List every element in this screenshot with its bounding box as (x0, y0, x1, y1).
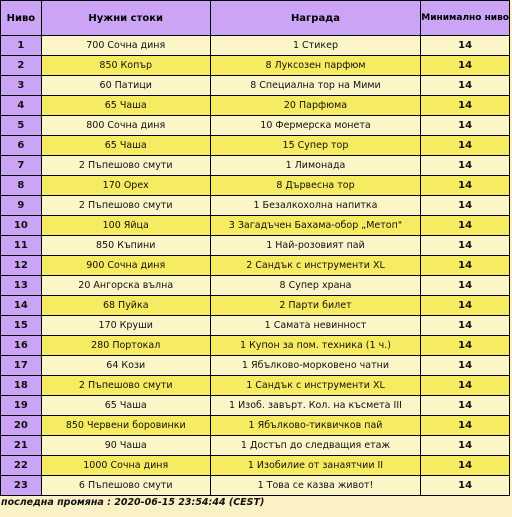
min-level-cell: 14 (421, 56, 509, 76)
min-level-cell: 14 (421, 356, 509, 376)
table-row (1, 76, 509, 96)
reward-cell: 1 Това се казва живот! (211, 476, 422, 495)
goods-cell: 6 Пъпешово смути (42, 476, 211, 495)
table-row (1, 116, 509, 136)
goods-cell: 800 Сочна диня (42, 116, 211, 136)
goods-cell: 68 Пуйка (42, 296, 211, 316)
goods-cell: 2 Пъпешово смути (42, 376, 211, 396)
min-level-cell: 14 (421, 96, 509, 116)
table-row (1, 396, 509, 416)
level-cell: 4 (1, 96, 42, 116)
table-header-row (1, 1, 509, 36)
table-row (1, 176, 509, 196)
reward-cell: 1 Лимонада (211, 156, 422, 176)
header-level: Ниво (1, 1, 42, 36)
level-cell: 8 (1, 176, 42, 196)
table-row (1, 196, 509, 216)
reward-cell: 1 Достъп до следващия етаж (211, 436, 422, 456)
min-level-cell: 14 (421, 416, 509, 436)
level-cell: 16 (1, 336, 42, 356)
reward-cell: 15 Супер тор (211, 136, 422, 156)
table-row (1, 36, 509, 56)
table-row (1, 96, 509, 116)
level-cell: 21 (1, 436, 42, 456)
reward-cell: 1 Безалкохолна напитка (211, 196, 422, 216)
header-goods: Нужни стоки (42, 1, 211, 36)
reward-cell: 3 Загадъчен Бахама-обор „Метоп" (211, 216, 422, 236)
level-cell: 13 (1, 276, 42, 296)
min-level-cell: 14 (421, 456, 509, 476)
header-min-level: Минимално ниво (421, 1, 509, 36)
goods-cell: 90 Чаша (42, 436, 211, 456)
level-cell: 1 (1, 36, 42, 56)
table-row (1, 456, 509, 476)
reward-cell: 1 Ябълково-морковено чатни (211, 356, 422, 376)
level-cell: 2 (1, 56, 42, 76)
table-row (1, 236, 509, 256)
min-level-cell: 14 (421, 36, 509, 56)
reward-cell: 1 Сандък с инструменти XL (211, 376, 422, 396)
min-level-cell: 14 (421, 376, 509, 396)
goods-cell: 100 Яйца (42, 216, 211, 236)
reward-cell: 1 Купон за пом. техника (1 ч.) (211, 336, 422, 356)
level-cell: 18 (1, 376, 42, 396)
table-row (1, 276, 509, 296)
level-cell: 22 (1, 456, 42, 476)
level-cell: 11 (1, 236, 42, 256)
reward-cell: 1 Стикер (211, 36, 422, 56)
min-level-cell: 14 (421, 336, 509, 356)
table-row (1, 136, 509, 156)
goods-cell: 900 Сочна диня (42, 256, 211, 276)
reward-cell: 20 Парфюма (211, 96, 422, 116)
min-level-cell: 14 (421, 216, 509, 236)
goods-cell: 1000 Сочна диня (42, 456, 211, 476)
reward-cell: 1 Най-розовият пай (211, 236, 422, 256)
table-row (1, 56, 509, 76)
min-level-cell: 14 (421, 156, 509, 176)
level-cell: 15 (1, 316, 42, 336)
reward-cell: 2 Парти билет (211, 296, 422, 316)
table-row (1, 316, 509, 336)
goods-cell: 60 Патици (42, 76, 211, 96)
reward-cell: 1 Самата невинност (211, 316, 422, 336)
last-change-text: последна промяна : 2020-06-15 23:54:44 (CEST) (1, 497, 265, 508)
goods-cell: 170 Круши (42, 316, 211, 336)
min-level-cell: 14 (421, 196, 509, 216)
table-row (1, 436, 509, 456)
reward-cell: 1 Изоб. завърт. Кол. на късмета III (211, 396, 422, 416)
min-level-cell: 14 (421, 276, 509, 296)
reward-cell: 10 Фермерска монета (211, 116, 422, 136)
min-level-cell: 14 (421, 476, 509, 495)
min-level-cell: 14 (421, 176, 509, 196)
level-cell: 7 (1, 156, 42, 176)
min-level-cell: 14 (421, 296, 509, 316)
goods-cell: 65 Чаша (42, 136, 211, 156)
level-cell: 9 (1, 196, 42, 216)
header-reward: Награда (211, 1, 422, 36)
goods-cell: 700 Сочна диня (42, 36, 211, 56)
table-row (1, 476, 509, 495)
min-level-cell: 14 (421, 396, 509, 416)
min-level-cell: 14 (421, 116, 509, 136)
reward-cell: 8 Супер храна (211, 276, 422, 296)
level-cell: 20 (1, 416, 42, 436)
table-row (1, 376, 509, 396)
min-level-cell: 14 (421, 236, 509, 256)
table-row (1, 216, 509, 236)
reward-cell: 8 Луксозен парфюм (211, 56, 422, 76)
table-row (1, 336, 509, 356)
goods-cell: 65 Чаша (42, 396, 211, 416)
level-cell: 23 (1, 476, 42, 495)
table-row (1, 416, 509, 436)
table-row (1, 256, 509, 276)
reward-cell: 2 Сандък с инструменти XL (211, 256, 422, 276)
reward-cell: 1 Ябълково-тиквичков пай (211, 416, 422, 436)
level-cell: 12 (1, 256, 42, 276)
min-level-cell: 14 (421, 316, 509, 336)
table-row (1, 156, 509, 176)
goods-cell: 64 Кози (42, 356, 211, 376)
reward-cell: 8 Специална тор на Мими (211, 76, 422, 96)
reward-cell: 8 Дървесна тор (211, 176, 422, 196)
level-cell: 14 (1, 296, 42, 316)
min-level-cell: 14 (421, 256, 509, 276)
goods-cell: 850 Къпини (42, 236, 211, 256)
min-level-cell: 14 (421, 136, 509, 156)
level-cell: 6 (1, 136, 42, 156)
min-level-cell: 14 (421, 76, 509, 96)
goods-cell: 2 Пъпешово смути (42, 156, 211, 176)
goods-cell: 170 Орех (42, 176, 211, 196)
goods-cell: 20 Ангорска вълна (42, 276, 211, 296)
goods-cell: 280 Портокал (42, 336, 211, 356)
level-cell: 5 (1, 116, 42, 136)
reward-cell: 1 Изобилие от занаятчии II (211, 456, 422, 476)
table-row (1, 356, 509, 376)
goods-cell: 850 Червени боровинки (42, 416, 211, 436)
level-cell: 10 (1, 216, 42, 236)
goods-cell: 2 Пъпешово смути (42, 196, 211, 216)
table-row (1, 296, 509, 316)
goods-cell: 850 Копър (42, 56, 211, 76)
goods-cell: 65 Чаша (42, 96, 211, 116)
level-cell: 3 (1, 76, 42, 96)
level-cell: 19 (1, 396, 42, 416)
min-level-cell: 14 (421, 436, 509, 456)
level-cell: 17 (1, 356, 42, 376)
